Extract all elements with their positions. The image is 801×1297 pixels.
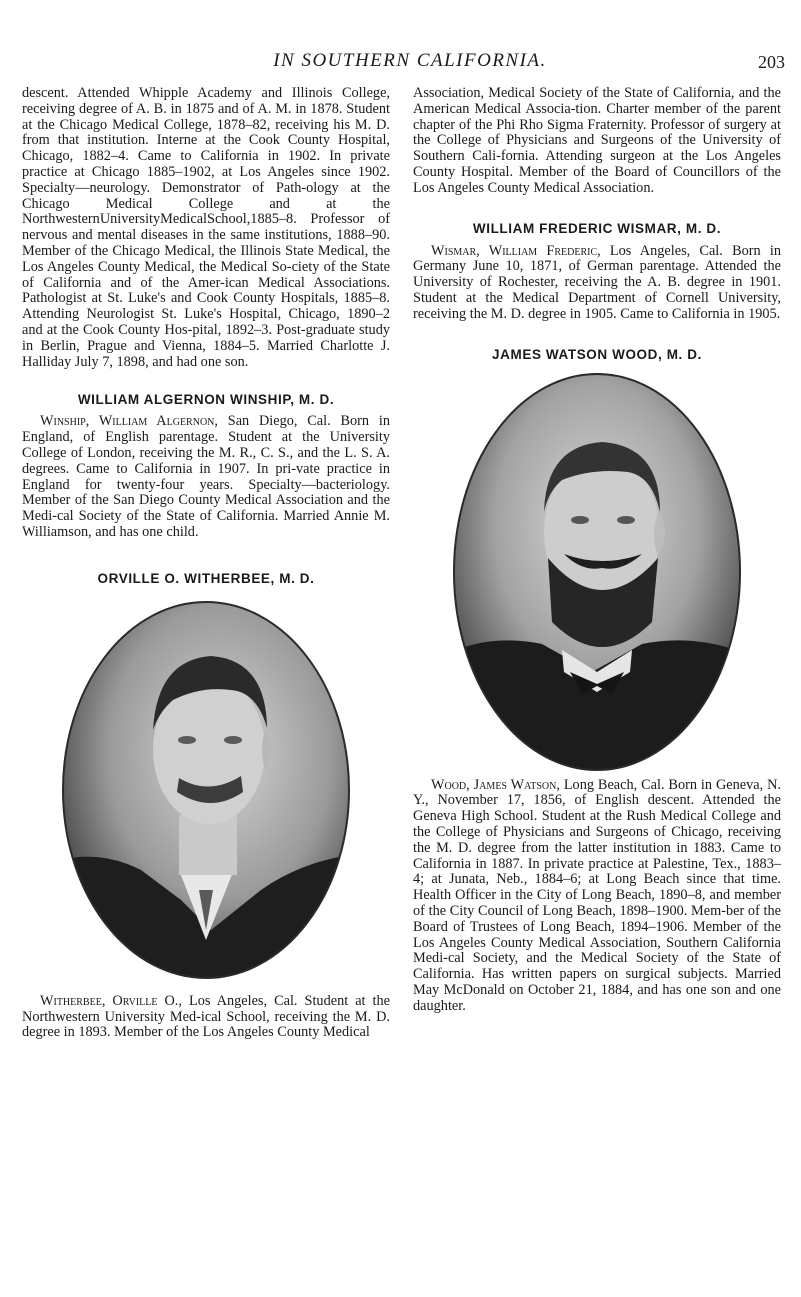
wismar-biography bbox=[413, 244, 781, 323]
winship-name: Winship, William Algernon, bbox=[40, 413, 218, 430]
winship-biography bbox=[22, 414, 390, 540]
witherbee-name: Witherbee, Orville O., bbox=[40, 992, 182, 1009]
winship-heading: WILLIAM ALGERNON WINSHIP, M. D. bbox=[77, 392, 335, 408]
wood-portrait bbox=[452, 372, 742, 772]
witherbee-heading: ORVILLE O. WITHERBEE, M. D. bbox=[97, 570, 315, 586]
wood-text: Long Beach, Cal. Born in Geneva, N. Y., November 17, 1856, of English descent. Attended the Geneva High School. Student at the Rush Medical College and the College of Physicians and Surgeons of Chicago, receiving the M. D. degree from the latter institution in 1883. Came to California in 1887. In private practice at Palestine, Tex., 1883–4; at Junata, Neb., 1884–6; at Long Beach since that time. Health Officer in the City of Long Beach, 1890–8, and member of the City Council of Long Beach, 1898–1900. Mem-ber of the Board of Trustees of Long Beach, 1894–1906. Member of the Los Angeles County Medical Association, Southern California Medi-cal Society, and the Medical Society of the State of California. Has written papers on surgical subjects. Married May McDonald on October 21, 1884, and has one son and one daughter. bbox=[413, 776, 781, 1014]
page-number: 203 bbox=[758, 52, 785, 72]
running-head: IN SOUTHERN CALIFORNIA. bbox=[273, 50, 547, 71]
continued-biography-text: descent. Attended Whipple Academy and Illinois College, receiving degree of A. B. in 1875 and of A. M. in 1878. Student at the Chicago Medical College, 1878–82, receiving his M. D. from that institution. Interne at the Cook County Hospital, Chicago, 1882–4. Came to California in 1902. In private practice at Chicago 1885–1902, at Los Angeles since 1902. Specialty—neurology. Demonstrator of Path-ology at the Chicago Medical College and at the NorthwesternUniversityMedicalSchool,1885–8. Professor of nervous and mental diseases in the same institutions, 1888–90. Member of the Chicago Medical, the Illinois State Medical, the Los Angeles County Medical, the Medical So-ciety of the State of California and of the Amer-ican Medical Associations. Pathologist at St. Luke's and Cook County Hospitals, 1885–8. Attending Neurologist St. Luke's Hospital, Chicago, 1890–2 and at the Cook County Hos-pital, 1892–3. Post-graduate study in Berlin, Prague and Vienna, 1884–5. Married Charlotte J. Halliday July 7, 1898, and had one son. bbox=[22, 85, 390, 370]
wismar-name: Wismar, William Frederic, bbox=[431, 242, 601, 259]
wood-name: Wood, James Watson, bbox=[431, 776, 560, 793]
witherbee-text: Los Angeles, Cal. Student at the Northwestern University Med-ical School, receiving the M. D. degree in 1893. Member of the Los Angeles County Medical bbox=[22, 992, 390, 1041]
witherbee-biography bbox=[22, 994, 390, 1041]
witherbee-portrait bbox=[61, 600, 351, 980]
continued-biography-text-right: Association, Medical Society of the State of California, and the American Medical Associa-tion. Charter member of the parent chapter of the Phi Rho Sigma Fraternity. Professor of surgery at the College of Physicians and Surgeons of the University of Southern Cali-fornia. Attending surgeon at the Los Angeles County Hospital. Member of the Board of Councillors of the Los Angeles County Medical Association. bbox=[413, 85, 781, 196]
right-column bbox=[413, 86, 781, 1015]
wismar-heading: WILLIAM FREDERIC WISMAR, M. D. bbox=[472, 220, 722, 236]
left-column bbox=[22, 86, 390, 1041]
winship-text: San Diego, Cal. Born in England, of English parentage. Student at the University College of London, receiving the M. R., C. S., and the L. S. A. degrees. Came to California in 1907. In pri-vate practice in England for twenty-four years. Specialty—bacteriology. Member of the San Diego County Medical Association and the Medi-cal Society of the State of California. Married Annie M. Williamson, and has one child. bbox=[22, 413, 390, 540]
wismar-text: Los Angeles, Cal. Born in Germany June 10, 1871, of German parentage. Attended the University of Rochester, receiving the A. B. degree in 1901. Student at the Medical Department of Cornell University, receiving the M. D. degree in 1905. Came to California in 1905. bbox=[413, 242, 781, 322]
wood-biography bbox=[413, 778, 781, 1015]
wood-heading: JAMES WATSON WOOD, M. D. bbox=[492, 346, 702, 362]
